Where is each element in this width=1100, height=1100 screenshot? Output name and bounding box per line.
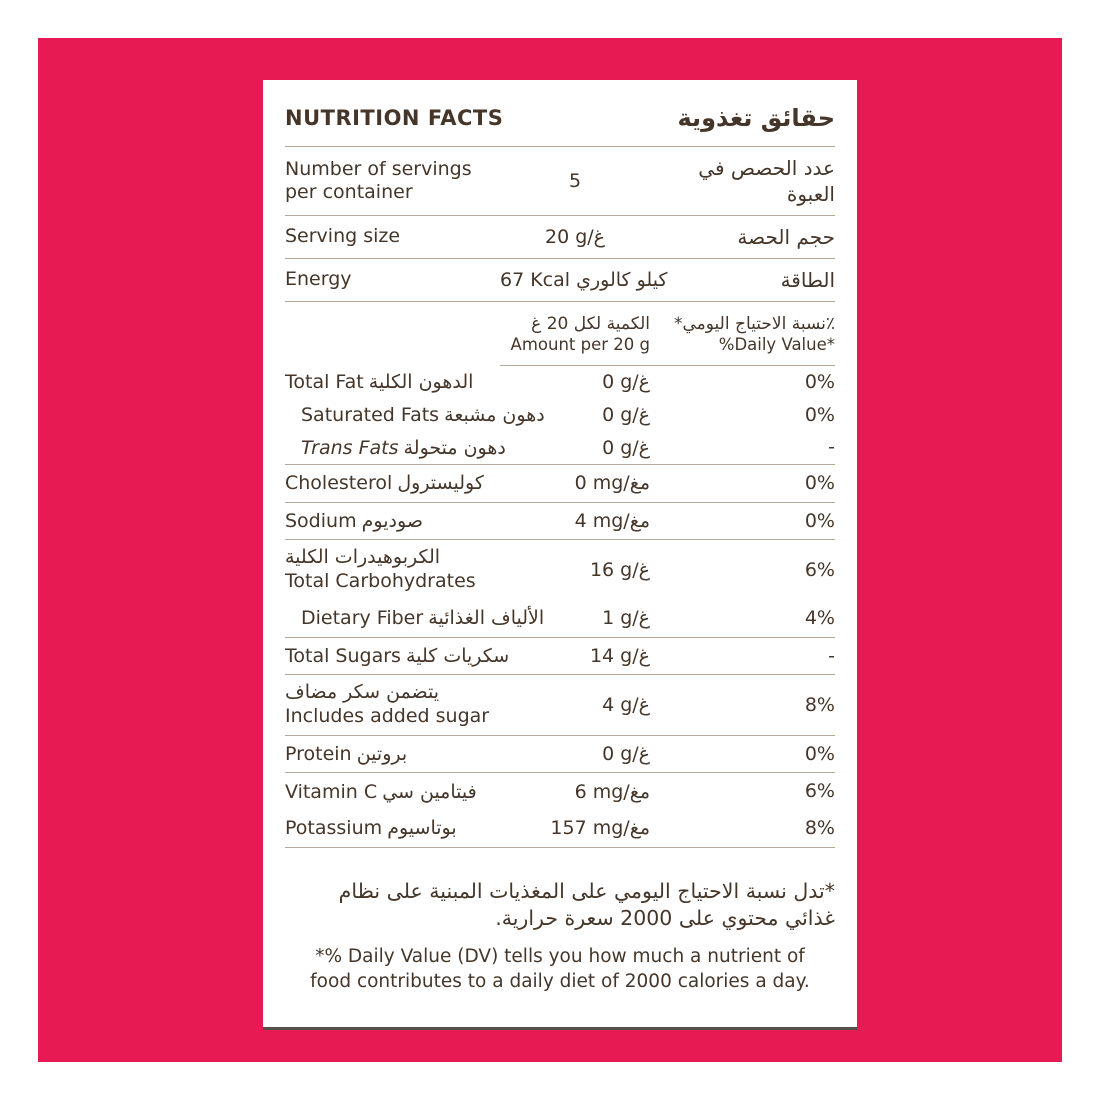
info-amount: 67 Kcal كيلو كالوري	[500, 269, 668, 291]
nutrient-name-arabic: كوليسترول	[397, 472, 484, 495]
nutrient-name	[285, 607, 545, 630]
nutrient-daily-value: 6%	[804, 780, 835, 803]
daily-value-column-header-arabic: ٪نسبة الاحتياج اليومي*	[673, 314, 835, 334]
nutrient-name-english: Dietary Fiber	[301, 607, 424, 630]
nutrient-amount: 0 g/غ	[602, 403, 650, 426]
nutrient-row	[285, 431, 835, 465]
nutrient-row	[285, 638, 835, 676]
nutrient-row	[285, 675, 835, 736]
nutrient-name	[285, 781, 500, 803]
nutrient-name-english: Total Fat	[285, 371, 364, 394]
amount-column-header	[500, 314, 650, 366]
info-label-arabic: الطاقة	[780, 268, 835, 292]
nutrient-name-english: Potassium	[285, 817, 383, 840]
nutrient-name-english: Vitamin C	[285, 780, 378, 803]
footnote-arabic: *تدل نسبة الاحتياج اليومي على المغذيات المبنية على نظام غذائي محتوي على 2000 سعرة حرارية.	[338, 878, 835, 931]
nutrient-name	[285, 371, 500, 393]
nutrient-row	[285, 503, 835, 541]
nutrient-name	[285, 403, 545, 426]
nutrient-daily-value: 0%	[804, 403, 835, 426]
nutrient-name-english: Total Carbohydrates	[285, 570, 476, 593]
amount-column-header-english: Amount per 20 g	[510, 335, 650, 355]
nutrient-daily-value: 6%	[804, 558, 835, 581]
nutrient-daily-value: 0%	[804, 509, 835, 532]
info-row	[285, 147, 835, 216]
nutrient-daily-value: 4%	[804, 606, 835, 629]
nutrient-amount: 4 g/غ	[602, 693, 650, 716]
nutrient-name-english: Saturated Fats	[301, 403, 440, 426]
nutrient-daily-value: 0%	[804, 742, 835, 765]
nutrient-name-arabic: بوتاسيوم	[387, 817, 457, 840]
info-label-english: Serving size	[285, 225, 401, 248]
nutrient-name-arabic: بروتين	[356, 743, 408, 766]
nutrient-name-english: Total Sugars	[285, 644, 401, 667]
nutrient-name	[285, 436, 506, 459]
nutrient-daily-value: -	[828, 436, 835, 459]
nutrient-table	[285, 366, 835, 848]
nutrient-amount: 16 g/غ	[589, 559, 650, 582]
nutrient-amount: 1 g/غ	[602, 607, 650, 630]
nutrient-name	[285, 644, 510, 667]
nutrient-name	[285, 743, 500, 765]
title-english: NUTRITION FACTS	[285, 106, 504, 130]
info-label-arabic: عدد الحصص في العبوة	[698, 156, 835, 206]
nutrient-row	[285, 540, 835, 600]
serving-info-section	[285, 147, 835, 302]
nutrient-daily-value: -	[828, 644, 835, 667]
info-label-arabic: حجم الحصة	[737, 225, 835, 249]
nutrient-name-arabic: فيتامين سي	[382, 780, 477, 803]
nutrient-name	[285, 472, 500, 494]
nutrient-amount: 0 g/غ	[602, 743, 650, 766]
nutrient-name-english: Trans Fats	[301, 436, 399, 459]
nutrient-name-english: Sodium	[285, 509, 357, 532]
column-header-row	[285, 302, 835, 366]
nutrient-amount: 4 mg/مغ	[574, 509, 650, 532]
nutrient-daily-value: 8%	[804, 817, 835, 840]
nutrient-name-english: Cholesterol	[285, 472, 393, 495]
nutrient-name-arabic: سكريات كلية	[406, 644, 510, 667]
nutrient-name-english: Includes added sugar	[285, 704, 490, 727]
nutrient-row	[285, 773, 835, 810]
nutrient-row	[285, 736, 835, 774]
nutrient-name-arabic: دهون متحولة	[403, 436, 506, 459]
title-row	[285, 98, 835, 147]
footnote-english: *% Daily Value (DV) tells you how much a nutrient of food contributes to a daily diet of 2000 calories a day.	[310, 946, 810, 993]
nutrient-daily-value: 8%	[804, 693, 835, 716]
nutrient-amount: 157 mg/مغ	[550, 817, 650, 840]
info-label-english: Energy	[285, 268, 352, 291]
nutrient-name-english: Protein	[285, 743, 352, 766]
nutrient-amount: 6 mg/مغ	[574, 780, 650, 803]
title-arabic: حقائق تغذوية	[677, 104, 835, 132]
info-amount: 5	[568, 170, 582, 192]
daily-value-column-header	[650, 314, 835, 366]
nutrient-row	[285, 600, 835, 638]
info-row	[285, 259, 835, 302]
daily-value-column-header-english: %Daily Value*	[718, 335, 835, 355]
nutrition-facts-panel	[263, 80, 857, 1030]
nutrient-name-arabic: الدهون الكلية	[368, 371, 474, 394]
amount-column-header-arabic: الكمية لكل 20 غ	[531, 314, 650, 334]
nutrient-amount: 0 g/غ	[602, 371, 650, 394]
nutrient-amount: 0 g/غ	[602, 436, 650, 459]
nutrient-name-arabic: دهون مشبعة	[444, 403, 545, 426]
nutrient-amount: 0 mg/مغ	[574, 472, 650, 495]
nutrient-name-arabic: صوديوم	[361, 509, 423, 532]
nutrient-row	[285, 810, 835, 848]
nutrient-row	[285, 465, 835, 503]
nutrient-row	[285, 399, 835, 432]
info-row	[285, 216, 835, 259]
nutrient-name	[285, 681, 500, 729]
nutrient-name-arabic: الألياف الغذائية	[428, 607, 545, 630]
nutrient-name	[285, 817, 500, 839]
nutrient-name-arabic: الكربوهيدرات الكلية	[285, 546, 441, 569]
nutrient-daily-value: 0%	[804, 471, 835, 494]
info-amount: 20 g/غ	[544, 226, 606, 248]
nutrient-row	[285, 366, 835, 399]
nutrient-daily-value: 0%	[804, 370, 835, 393]
nutrient-name	[285, 546, 500, 594]
nutrient-name-arabic: يتضمن سكر مضاف	[285, 681, 440, 704]
nutrient-amount: 14 g/غ	[589, 644, 650, 667]
info-label-english: Number of servings per container	[285, 157, 472, 203]
nutrient-name	[285, 510, 500, 532]
